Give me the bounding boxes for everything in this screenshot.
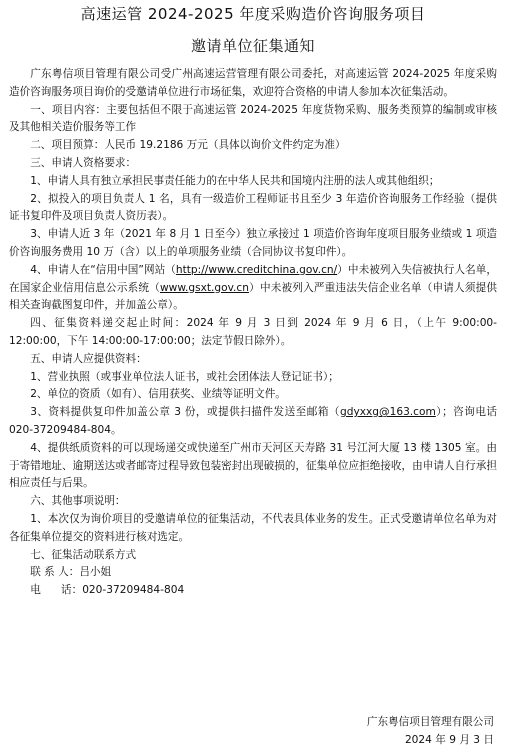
materials-item-3-text-b: ）；咨询电话 020-37209484-804。 (9, 406, 498, 436)
section-contact-heading: 七、征集活动联系方式 (30, 548, 137, 561)
qualification-item-4 (9, 262, 497, 315)
contact-person-row (9, 564, 497, 582)
notice-body (9, 66, 497, 600)
section-materials-heading: 五、申请人应提供资料： (30, 352, 147, 365)
qualification-item-4-text-b: ）中未被列入失信被执行人名单，在国家企业信用信息公示系统（ (9, 263, 497, 294)
qualification-item-4-text-a: 4、申请人在“信用中国”网站（ (30, 263, 176, 276)
section-qualification-heading: 三、申请人资格要求： (30, 156, 137, 169)
section-other-heading: 六、其他事项说明： (30, 495, 126, 508)
materials-item-4: 4、提供纸质资料的可以现场递交或快递至广州市天河区天寿路 31 号江河大厦 13 楼 1305 室。由于寄错地址、逾期送达或者邮寄过程导致包装密封出现破损的，征集单位应拒绝接收，由申请人自行承担相应责任与后果。 (9, 441, 497, 490)
section-project-content: 一、项目内容：主要包括但不限于高速运管 2024-2025 年度货物采购、服务类预算的编制或审核及其他相关造价服务等工作 (9, 103, 497, 134)
other-item-1: 1、本次仅为询价项目的受邀请单位的征集活动，不代表具体业务的发生。正式受邀请单位名单为对各征集单位提交的资料进行核对选定。 (9, 512, 497, 543)
signature-company: 广东粤信项目管理有限公司 (366, 716, 494, 728)
materials-item-2: 2、单位的资质（如有）、信用获奖、业绩等证明文件。 (30, 388, 286, 401)
section-submission-time: 四、征集资料递交起止时间：2024 年 9 月 3 日到 2024 年 9 月 6 日，（上午 9:00:00-12:00:00，下午 14:00:00-17:00:00；法定节假日除外）。 (9, 317, 497, 347)
email-link[interactable]: gdyxxg@163.com (340, 406, 436, 419)
materials-item-1: 1、营业执照（或事业单位法人证书，或社会团体法人登记证书）； (30, 370, 339, 383)
qualification-item-4-text-c: ）中未被列入严重违法失信企业名单（申请人须提供相关查询截图复印件，并加盖公章）。 (9, 281, 498, 312)
section-project-budget: 二、项目预算：人民币 19.2186 万元（具体以询价文件约定为准） (30, 139, 346, 152)
contact-person-name: 吕小姐 (79, 566, 112, 579)
materials-item-3 (9, 404, 497, 440)
materials-item-3-text-a: 3、资料提供复印件加盖公章 3 份，或提供扫描件发送至邮箱（ (30, 406, 341, 419)
intro-paragraph: 广东粤信项目管理有限公司受广州高速运营管理有限公司委托，对高速运管 2024-2025 年度采购造价咨询服务项目询价的受邀请单位进行市场征集，欢迎符合资格的申请人参加本次征集活动。 (9, 68, 497, 98)
qualification-item-2: 2、拟投入的项目负责人 1 名，具有一级造价工程师证书且至少 3 年造价咨询服务工作经验（提供证书复印件及项目负责人资历表）。 (9, 192, 497, 223)
gsxt-link[interactable]: www.gsxt.gov.cn (159, 281, 249, 294)
qualification-item-1: 1、申请人具有独立承担民事责任能力的在中华人民共和国境内注册的法人或其他组织； (30, 174, 440, 187)
notice-title-line1: 高速运管 2024-2025 年度采购造价咨询服务项目 (80, 5, 426, 23)
creditchina-link[interactable]: http://www.creditchina.gov.cn/ (175, 263, 338, 276)
signature-date: 2024 年 9 月 3 日 (404, 734, 494, 746)
contact-phone-row (9, 582, 497, 600)
contact-phone-label: 电 话： (30, 584, 83, 597)
contact-person-label: 联 系 人： (30, 566, 80, 579)
qualification-item-3: 3、申请人近 3 年（2021 年 8 月 1 日至今）独立承接过 1 项造价咨询年度项目服务业绩或 1 项造价咨询服务费用 10 万（含）以上的单项服务业绩（合同协议书复印件）。 (9, 228, 497, 258)
contact-phone-value: 020-37209484-804 (82, 584, 185, 597)
notice-title-line2: 邀请单位征集通知 (190, 37, 315, 55)
